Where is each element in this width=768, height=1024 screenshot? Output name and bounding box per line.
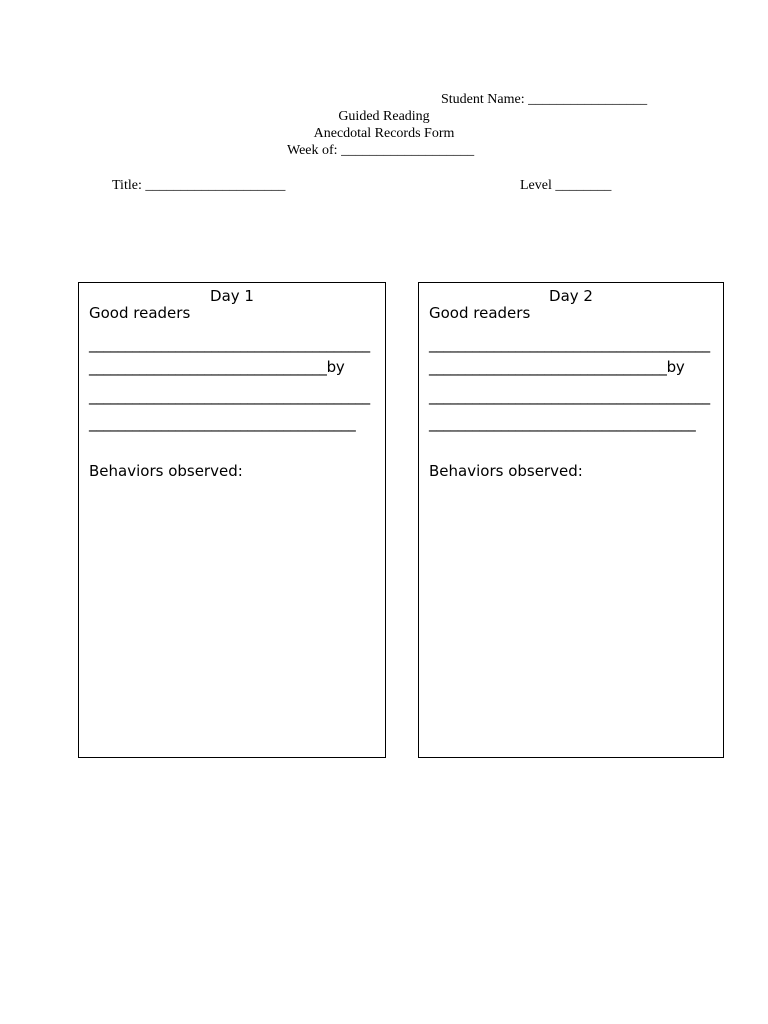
blank-line-2: _________________________________by	[89, 358, 345, 376]
behaviors-observed-label: Behaviors observed:	[89, 462, 243, 480]
good-readers-label: Good readers	[89, 304, 191, 322]
good-readers-label: Good readers	[429, 304, 531, 322]
day-label: Day 1	[210, 287, 254, 305]
behaviors-observed-label: Behaviors observed:	[429, 462, 583, 480]
blank-line-1: _______________________________________	[89, 335, 370, 353]
day-2-box	[418, 282, 724, 758]
blank-line-3: _______________________________________	[89, 387, 370, 405]
level-line: Level ________	[520, 178, 612, 193]
student-name-line: Student Name: _________________	[441, 92, 648, 107]
form-title-line1: Guided Reading	[338, 109, 430, 124]
blank-line-2: _________________________________by	[429, 358, 685, 376]
day-label: Day 2	[549, 287, 593, 305]
book-title-line: Title: ____________________	[112, 178, 286, 193]
day-1-box	[78, 282, 386, 758]
blank-line-3: _______________________________________	[429, 387, 710, 405]
week-of-line: Week of: ___________________	[287, 143, 475, 158]
blank-line-4: _____________________________________	[89, 414, 356, 432]
form-title-line2: Anecdotal Records Form	[313, 126, 455, 141]
blank-line-4: _____________________________________	[429, 414, 696, 432]
blank-line-1: _______________________________________	[429, 335, 710, 353]
